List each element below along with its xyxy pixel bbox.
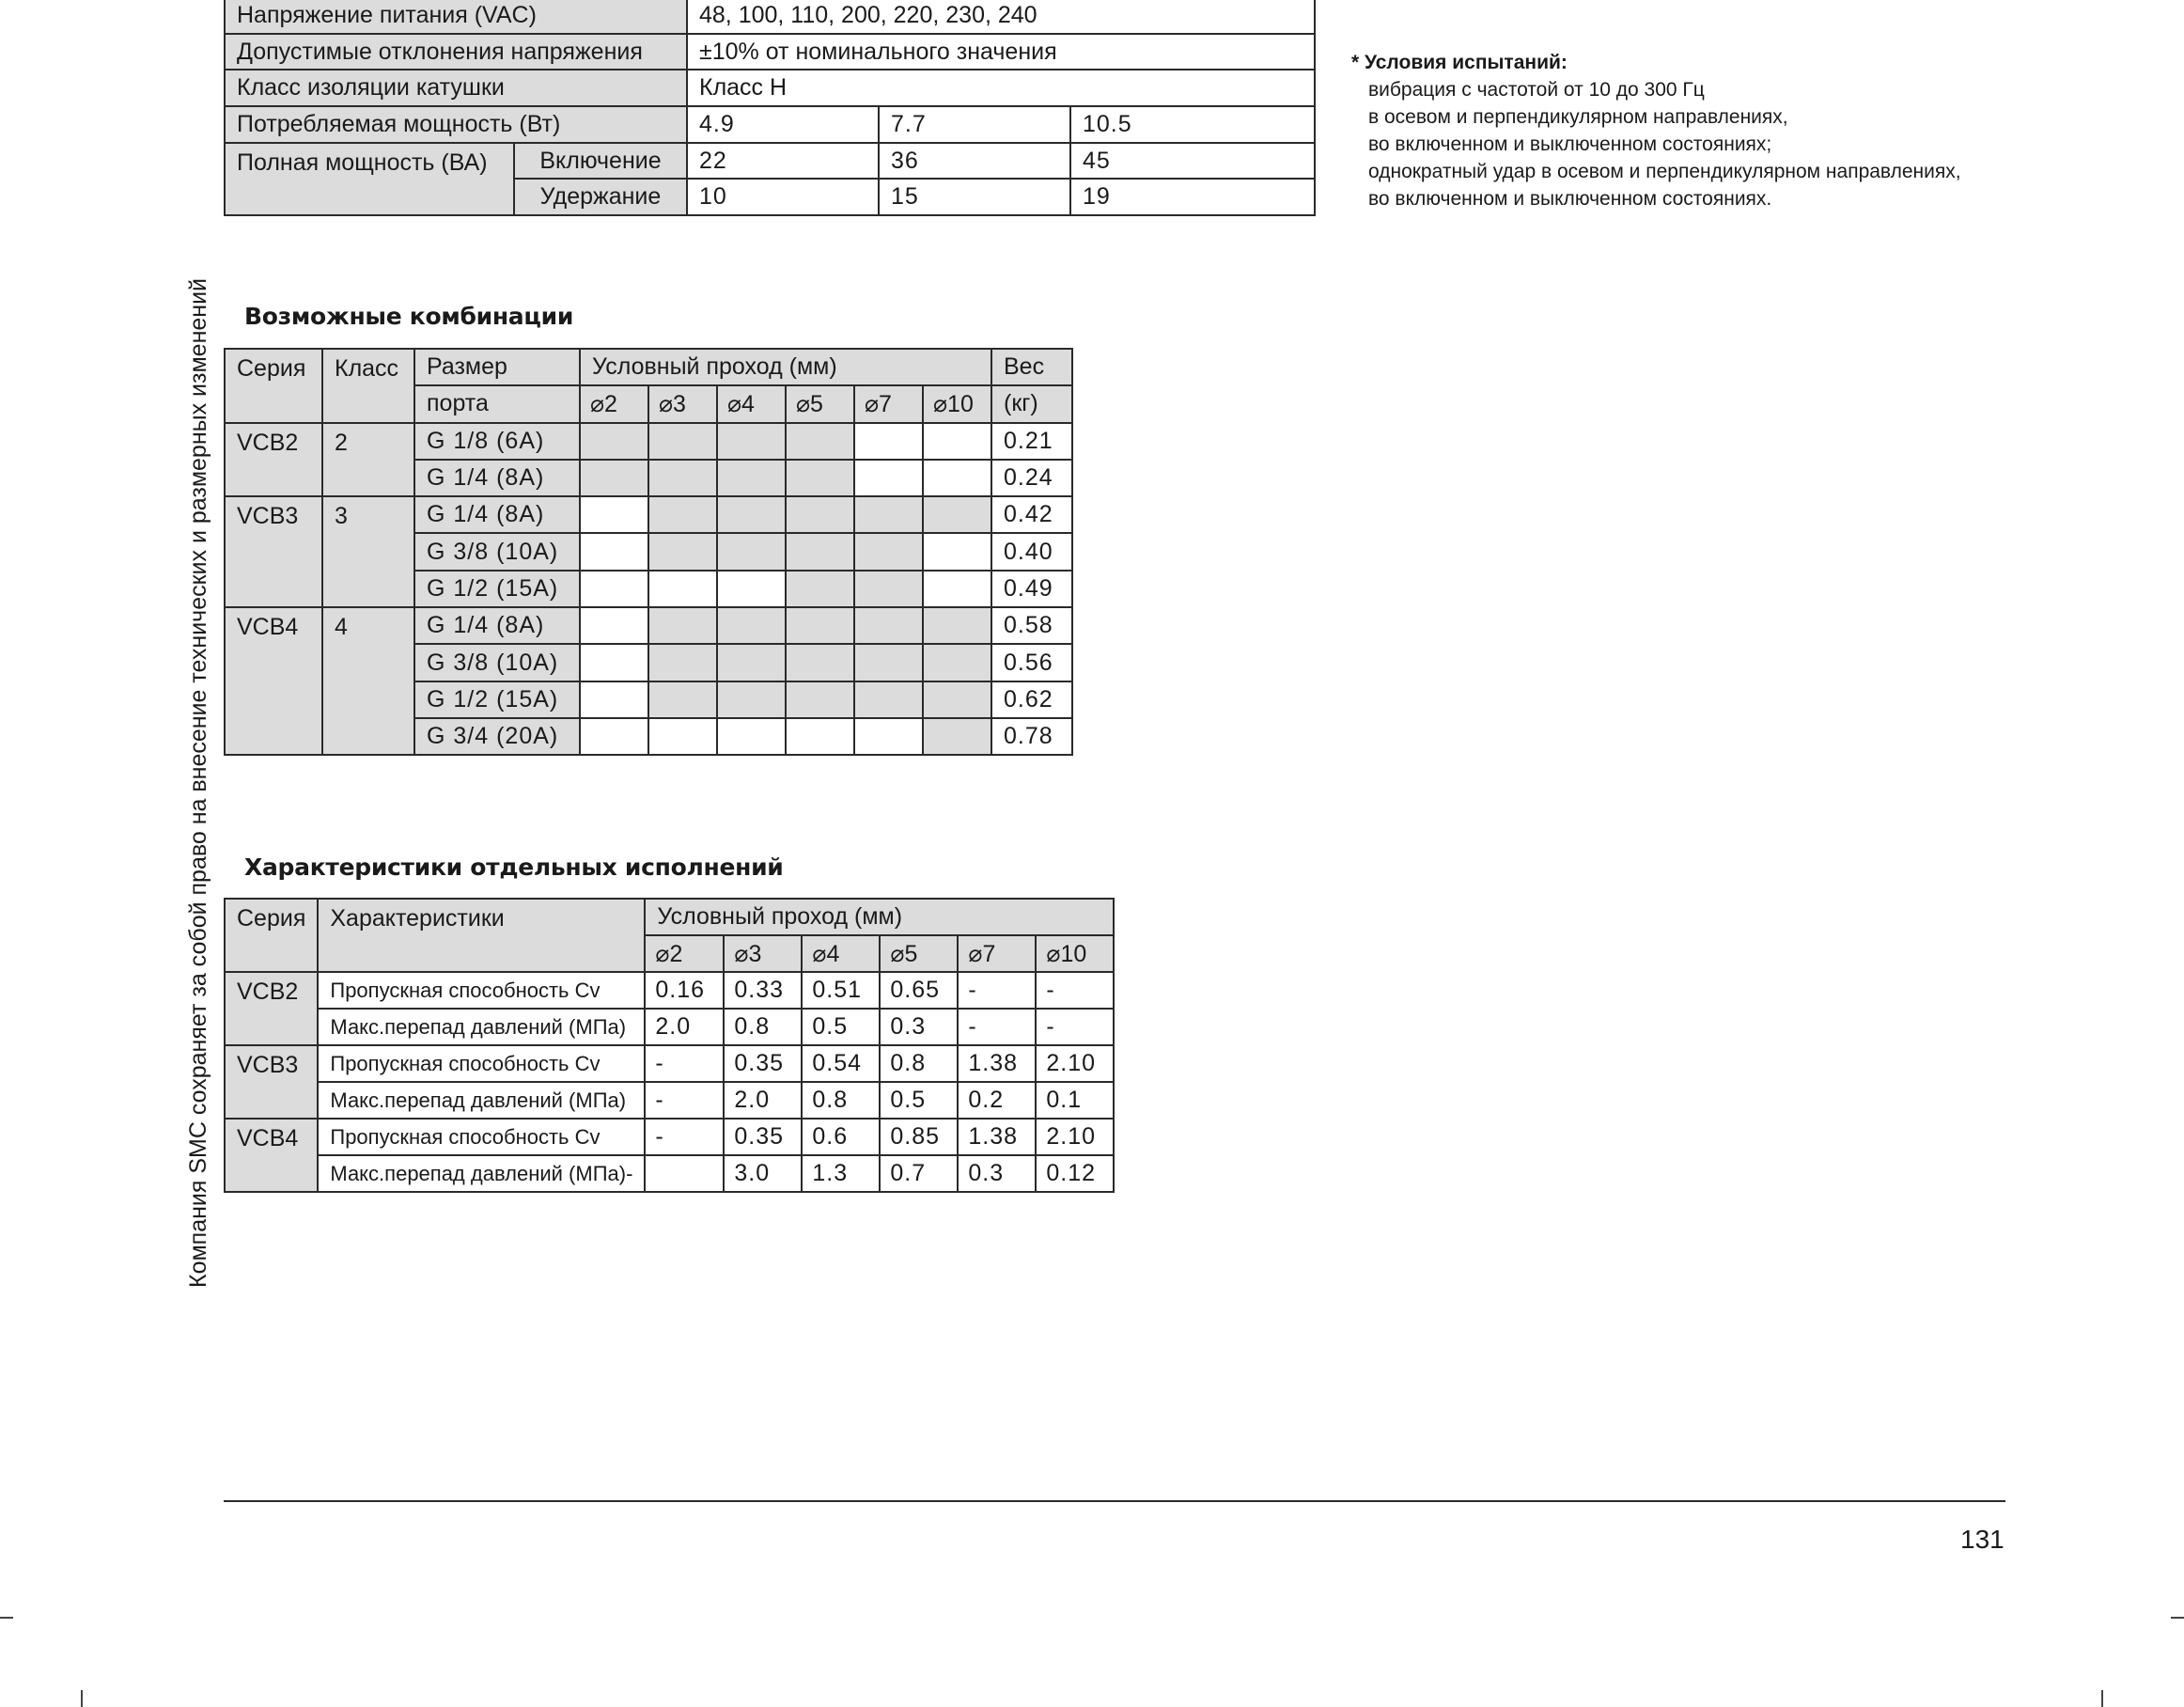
available-cell	[854, 571, 923, 607]
value-cell: 1.38	[958, 1119, 1036, 1155]
value-cell: 0.1	[1036, 1082, 1114, 1119]
spec-value: 10.5	[1070, 106, 1315, 143]
weight-cell: 0.24	[991, 460, 1072, 496]
available-cell	[923, 681, 991, 718]
value-cell: 0.35	[724, 1119, 802, 1155]
available-cell	[923, 644, 991, 681]
available-cell	[854, 681, 923, 718]
crop-mark	[0, 1617, 13, 1619]
table-row	[225, 70, 1315, 106]
empty-cell	[923, 460, 991, 496]
class-cell: 3	[322, 496, 414, 607]
value-cell: 2.10	[1036, 1119, 1114, 1155]
diameter-header: ⌀10	[1036, 935, 1114, 972]
weight-cell: 0.56	[991, 644, 1072, 681]
spec-sublabel: Включение	[514, 143, 687, 180]
available-cell	[717, 681, 786, 718]
note-heading: * Условия испытаний:	[1351, 52, 1568, 73]
section-title: Характеристики отдельных исполнений	[244, 854, 784, 881]
available-cell	[648, 460, 717, 496]
series-cell: VCB2	[225, 423, 322, 497]
empty-cell	[717, 718, 786, 755]
available-cell	[717, 644, 786, 681]
available-cell	[786, 423, 854, 460]
value-cell: 0.65	[880, 972, 958, 1009]
value-cell: 0.6	[802, 1119, 880, 1155]
available-cell	[580, 423, 648, 460]
value-cell: 0.3	[958, 1155, 1036, 1192]
value-cell: 0.85	[880, 1119, 958, 1155]
series-cell: VCB4	[225, 1119, 318, 1192]
port-cell: G 3/4 (20A)	[414, 718, 580, 755]
note-line: вибрация с частотой от 10 до 300 Гц	[1368, 79, 1705, 101]
note-line: во включенном и выключенном состояниях;	[1368, 133, 1772, 155]
empty-cell	[854, 718, 923, 755]
available-cell	[717, 460, 786, 496]
available-cell	[717, 533, 786, 570]
table-row	[225, 423, 1072, 460]
class-cell: 2	[322, 423, 414, 497]
col-header: Серия	[225, 899, 318, 972]
available-cell	[580, 460, 648, 496]
diameter-header: ⌀10	[923, 385, 991, 422]
table-row	[225, 143, 1315, 180]
diameter-header: ⌀2	[580, 385, 648, 422]
table-row	[225, 0, 1315, 34]
empty-cell	[717, 571, 786, 607]
value-cell: 0.8	[724, 1009, 802, 1045]
footer-rule	[224, 1500, 2005, 1502]
value-cell	[645, 1155, 724, 1192]
diameter-header: ⌀3	[648, 385, 717, 422]
characteristic-label: Пропускная способность Cv	[318, 1119, 645, 1155]
available-cell	[648, 607, 717, 644]
value-cell: 2.0	[724, 1082, 802, 1119]
value-cell: 3.0	[724, 1155, 802, 1192]
empty-cell	[580, 718, 648, 755]
value-cell: -	[958, 972, 1036, 1009]
available-cell	[854, 533, 923, 570]
table-row	[225, 496, 1072, 533]
spec-label: Допустимые отклонения напряжения	[225, 34, 687, 70]
col-header: Условный проход (мм)	[645, 899, 1114, 935]
spec-value: 15	[879, 179, 1070, 215]
port-cell: G 1/4 (8A)	[414, 607, 580, 644]
empty-cell	[854, 423, 923, 460]
value-cell: 0.12	[1036, 1155, 1114, 1192]
weight-cell: 0.40	[991, 533, 1072, 570]
port-cell: G 1/4 (8A)	[414, 496, 580, 533]
spec-value: 48, 100, 110, 200, 220, 230, 240	[687, 0, 1315, 34]
value-cell: 0.7	[880, 1155, 958, 1192]
port-cell: G 3/8 (10A)	[414, 533, 580, 570]
col-header: (кг)	[991, 385, 1072, 422]
empty-cell	[923, 533, 991, 570]
available-cell	[923, 718, 991, 755]
class-cell: 4	[322, 607, 414, 755]
header-row	[225, 349, 1072, 385]
spec-label: Класс изоляции катушки	[225, 70, 687, 106]
available-cell	[648, 644, 717, 681]
diameter-header: ⌀7	[854, 385, 923, 422]
available-cell	[923, 496, 991, 533]
value-cell: 0.54	[802, 1045, 880, 1082]
available-cell	[786, 607, 854, 644]
weight-cell: 0.21	[991, 423, 1072, 460]
spec-value: 22	[687, 143, 879, 180]
series-cell: VCB3	[225, 1045, 318, 1119]
value-cell: -	[1036, 1009, 1114, 1045]
spec-value: 10	[687, 179, 879, 215]
diameter-header: ⌀5	[786, 385, 854, 422]
value-cell: 0.35	[724, 1045, 802, 1082]
spec-label: Потребляемая мощность (Вт)	[225, 106, 687, 143]
empty-cell	[580, 607, 648, 644]
col-header: Серия	[225, 349, 322, 423]
spec-value: 45	[1070, 143, 1315, 180]
table-row	[225, 1119, 1114, 1155]
value-cell: 0.8	[802, 1082, 880, 1119]
series-cell: VCB4	[225, 607, 322, 755]
available-cell	[717, 423, 786, 460]
table-row	[225, 106, 1315, 143]
col-header: Условный проход (мм)	[580, 349, 991, 385]
available-cell	[786, 681, 854, 718]
characteristic-label: Пропускная способность Cv	[318, 972, 645, 1009]
series-cell: VCB2	[225, 972, 318, 1045]
available-cell	[854, 496, 923, 533]
empty-cell	[648, 718, 717, 755]
value-cell: 0.33	[724, 972, 802, 1009]
crop-mark	[2171, 1617, 2184, 1619]
value-cell: 1.38	[958, 1045, 1036, 1082]
empty-cell	[786, 718, 854, 755]
crop-mark	[81, 1690, 83, 1707]
diameter-header: ⌀3	[724, 935, 802, 972]
note-line: во включенном и выключенном состояниях.	[1368, 188, 1772, 210]
spec-value: 4.9	[687, 106, 879, 143]
empty-cell	[580, 533, 648, 570]
value-cell: 2.0	[645, 1009, 724, 1045]
available-cell	[854, 607, 923, 644]
weight-cell: 0.62	[991, 681, 1072, 718]
spec-value: 19	[1070, 179, 1315, 215]
available-cell	[648, 423, 717, 460]
spec-label: Полная мощность (ВА)	[225, 143, 514, 215]
spec-value: 7.7	[879, 106, 1070, 143]
available-cell	[717, 607, 786, 644]
empty-cell	[580, 681, 648, 718]
weight-cell: 0.58	[991, 607, 1072, 644]
col-header: Вес	[991, 349, 1072, 385]
characteristic-label: Макс.перепад давлений (МПа)	[318, 1082, 645, 1119]
available-cell	[854, 644, 923, 681]
value-cell: 2.10	[1036, 1045, 1114, 1082]
available-cell	[786, 460, 854, 496]
port-cell: G 1/8 (6A)	[414, 423, 580, 460]
col-header: Размер	[414, 349, 580, 385]
table-row	[225, 1155, 1114, 1192]
empty-cell	[923, 423, 991, 460]
value-cell: -	[645, 1082, 724, 1119]
available-cell	[648, 533, 717, 570]
value-cell: 0.5	[880, 1082, 958, 1119]
available-cell	[786, 533, 854, 570]
table-row	[225, 1082, 1114, 1119]
table-row	[225, 34, 1315, 70]
empty-cell	[923, 571, 991, 607]
crop-mark	[2101, 1690, 2103, 1707]
value-cell: 0.51	[802, 972, 880, 1009]
spec-sublabel: Удержание	[514, 179, 687, 215]
header-row	[225, 899, 1114, 935]
characteristic-label: Макс.перепад давлений (МПа)	[318, 1009, 645, 1045]
col-header: порта	[414, 385, 580, 422]
port-cell: G 1/2 (15A)	[414, 681, 580, 718]
features-table	[224, 898, 1115, 1193]
table-row	[225, 1045, 1114, 1082]
empty-cell	[580, 644, 648, 681]
diameter-header: ⌀4	[802, 935, 880, 972]
empty-cell	[854, 460, 923, 496]
available-cell	[648, 496, 717, 533]
available-cell	[717, 496, 786, 533]
col-header: Класс	[322, 349, 414, 423]
page-number: 131	[1960, 1525, 2005, 1554]
table-row	[225, 607, 1072, 644]
weight-cell: 0.49	[991, 571, 1072, 607]
diameter-header: ⌀4	[717, 385, 786, 422]
spec-value: 36	[879, 143, 1070, 180]
spec-label: Напряжение питания (VAC)	[225, 0, 687, 34]
spec-value: ±10% от номинального значения	[687, 34, 1315, 70]
note-line: однократный удар в осевом и перпендикулярном направлениях,	[1368, 161, 1961, 182]
diameter-header: ⌀2	[645, 935, 724, 972]
weight-cell: 0.42	[991, 496, 1072, 533]
port-cell: G 3/8 (10A)	[414, 644, 580, 681]
value-cell: 0.3	[880, 1009, 958, 1045]
value-cell: 1.3	[802, 1155, 880, 1192]
available-cell	[923, 607, 991, 644]
characteristic-label: Макс.перепад давлений (МПа)-	[318, 1155, 645, 1192]
combinations-table	[224, 348, 1073, 756]
note-line: в осевом и перпендикулярном направлениях,	[1368, 106, 1788, 128]
empty-cell	[580, 496, 648, 533]
test-conditions-note	[1351, 49, 1961, 212]
series-cell: VCB3	[225, 496, 322, 607]
empty-cell	[648, 571, 717, 607]
table-row	[225, 972, 1114, 1009]
diameter-header: ⌀5	[880, 935, 958, 972]
available-cell	[786, 496, 854, 533]
col-header: Характеристики	[318, 899, 645, 972]
port-cell: G 1/2 (15A)	[414, 571, 580, 607]
available-cell	[786, 571, 854, 607]
table-row	[225, 1009, 1114, 1045]
side-note: Компания SMC сохраняет за собой право на внесение технических и размерных изменений	[185, 277, 211, 1288]
available-cell	[786, 644, 854, 681]
value-cell: 0.5	[802, 1009, 880, 1045]
value-cell: -	[958, 1009, 1036, 1045]
spec-value: Класс H	[687, 70, 1315, 106]
section-title: Возможные комбинации	[244, 303, 574, 330]
value-cell: -	[645, 1045, 724, 1082]
value-cell: 0.2	[958, 1082, 1036, 1119]
weight-cell: 0.78	[991, 718, 1072, 755]
port-cell: G 1/4 (8A)	[414, 460, 580, 496]
empty-cell	[580, 571, 648, 607]
value-cell: 0.16	[645, 972, 724, 1009]
characteristic-label: Пропускная способность Cv	[318, 1045, 645, 1082]
diameter-header: ⌀7	[958, 935, 1036, 972]
value-cell: 0.8	[880, 1045, 958, 1082]
value-cell: -	[1036, 972, 1114, 1009]
value-cell: -	[645, 1119, 724, 1155]
available-cell	[648, 681, 717, 718]
electrical-spec-table	[224, 0, 1316, 216]
